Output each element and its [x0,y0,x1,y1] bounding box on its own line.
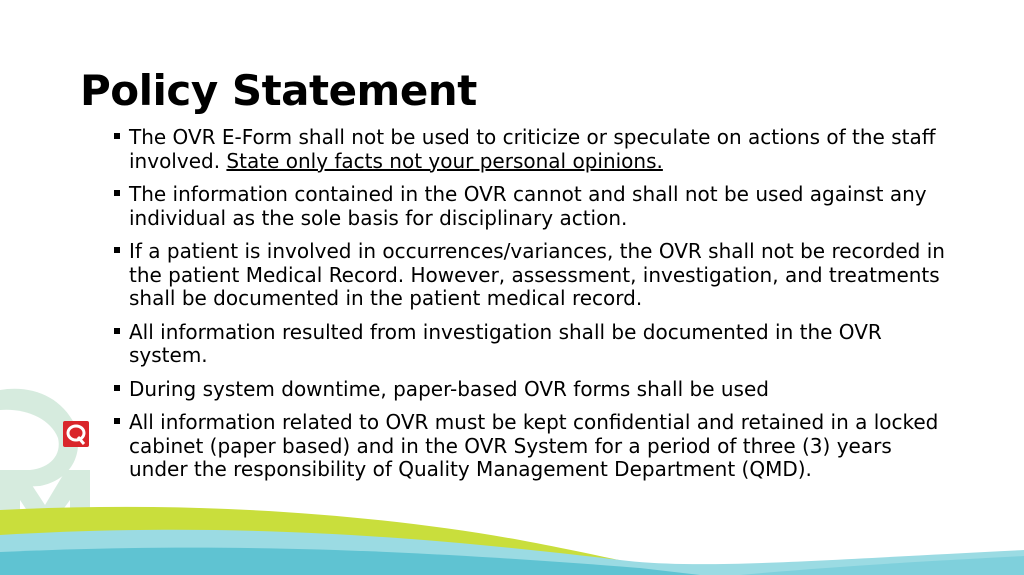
bullet-text: The information contained in the OVR cannot and shall not be used against any individual as the sole basis for disciplinary action. [129,182,927,230]
bullet-text: The OVR E-Form shall not be used to criticize or speculate on actions of the staff involved. [129,125,936,173]
bullet-item [112,378,952,402]
bullet-square-icon [114,418,120,424]
bullet-square-icon [114,190,120,196]
bullet-underlined-text: State only facts not your personal opinions. [226,148,663,173]
bullet-text: All information related to OVR must be kept confidential and retained in a locked cabinet (paper based) and in the OVR System for a period of three (3) years under the responsibility of Quality Management Department (QMD). [129,410,939,481]
bullet-item [112,411,952,482]
bullet-square-icon [114,247,120,253]
bullet-square-icon [114,133,120,139]
bullet-text: All information resulted from investigation shall be documented in the OVR system. [129,319,882,367]
bullet-text: During system downtime, paper-based OVR forms shall be used [129,376,769,401]
bullet-list [112,126,952,492]
bullet-square-icon [114,328,120,334]
bullet-item [112,240,952,311]
qmd-logo-icon [62,420,90,448]
bullet-item [112,183,952,230]
bullet-item [112,126,952,173]
slide-title: Policy Statement [80,66,477,115]
bullet-square-icon [114,385,120,391]
bullet-item [112,321,952,368]
bullet-text: If a patient is involved in occurrences/variances, the OVR shall not be recorded in the patient Medical Record. However, assessment, investigation, and treatments shall be documented in the patient medical record. [129,239,945,310]
